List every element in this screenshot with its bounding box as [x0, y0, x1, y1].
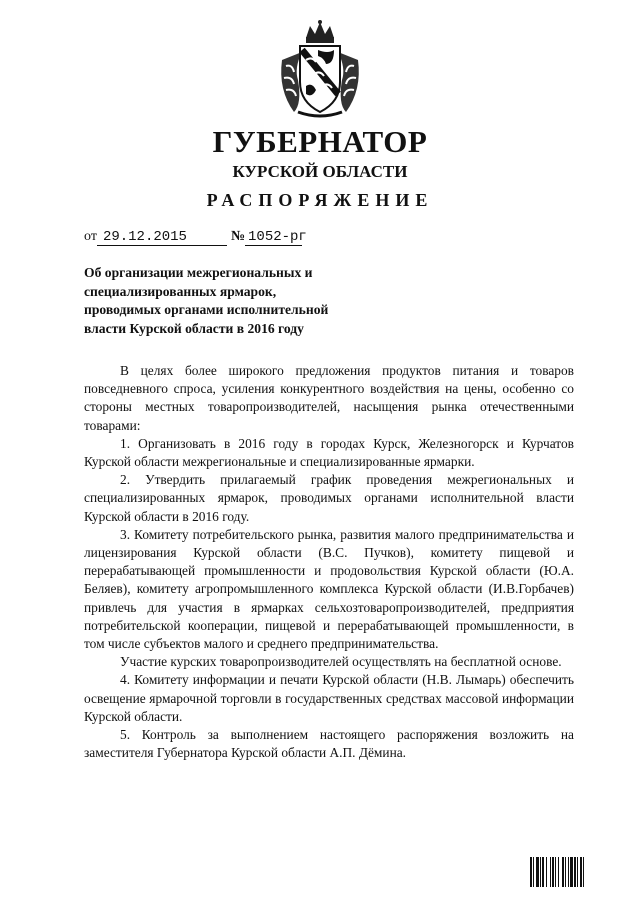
body-paragraph-1: 1. Организовать в 2016 году в городах Курск, Железногорск и Курчатов Курской области межрегиональные и специализированные ярмарки.	[84, 435, 574, 470]
body-paragraph-3-note: Участие курских товаропроизводителей осуществлять на бесплатной основе.	[120, 654, 562, 670]
coat-of-arms-icon	[272, 20, 368, 120]
doc-type: РАСПОРЯЖЕНИЕ	[206, 190, 434, 210]
registration-line	[84, 229, 307, 246]
from-label: от	[84, 229, 97, 244]
subject-line: Об организации межрегиональных и	[84, 265, 313, 280]
subject-line: власти Курской области в 2016 году	[84, 320, 304, 336]
body-paragraph-4: 4. Комитету информации и печати Курской области (Н.В. Лымарь) обеспечить освещение ярмарочной торговли в государственных средствах массовой информации Курской области.	[84, 672, 574, 724]
subject-line: проводимых органами исполнительной	[84, 302, 329, 317]
subject-line: специализированных ярмарок,	[84, 283, 277, 299]
doc-subject	[84, 264, 394, 338]
registration-number: 1052-рг	[245, 229, 302, 246]
body-paragraph-3: 3. Комитету потребительского рынка, развития малого предпринимательства и лицензирования Курской области (В.С. Пучков), комитету пищевой и перерабатывающей промышленности и продовольствия Курской области (Ю.А. Беляев), комитету агропромышленного комплекса Курской области (И.В.Горбачев) привлечь для участия в ярмарках сельхозтоваропроизводителей, предприятия потребительской кооперации, пищевой и перерабатывающей промышленности, в том числе субъектов малого и среднего предпринимательства.	[84, 526, 574, 652]
barcode-icon	[530, 857, 616, 887]
doc-title: ГУБЕРНАТОР	[212, 124, 428, 159]
registration-date: 29.12.2015	[97, 229, 227, 246]
number-sign: №	[230, 229, 246, 244]
doc-body	[84, 362, 574, 762]
body-paragraph-2: 2. Утвердить прилагаемый график проведения межрегиональных и специализированных ярмарок, проводимых органами исполнительной власти Курской области в 2016 году.	[84, 472, 574, 524]
body-paragraph-preamble: В целях более широкого предложения продуктов питания и товаров повседневного спроса, усиления конкурентного воздействия на цены, особенно со стороны местных товаропроизводителей, насыщения рынка отечественными товарами:	[84, 363, 574, 433]
doc-region: КУРСКОЙ ОБЛАСТИ	[232, 162, 408, 181]
body-paragraph-5: 5. Контроль за выполнением настоящего распоряжения возложить на заместителя Губернатора Курской области А.П. Дёмина.	[84, 727, 574, 761]
